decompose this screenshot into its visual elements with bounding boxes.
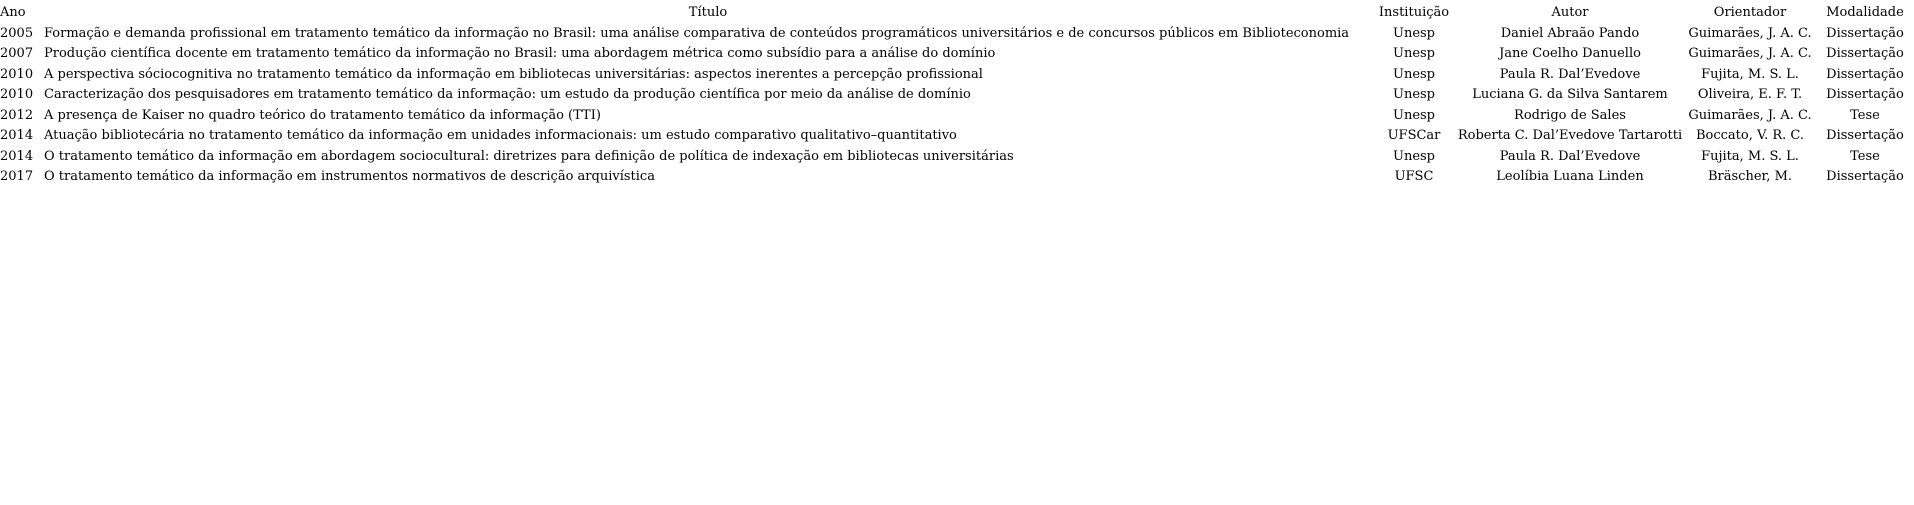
cell-titulo: Atuação bibliotecária no tratamento temático da informação em unidades informacionais: um estudo comparativo qualitativo–quantitativo xyxy=(44,128,957,143)
cell-orientador: Guimarães, J. A. C. xyxy=(1688,107,1812,123)
table-row xyxy=(0,44,1914,65)
column-header-autor: Autor xyxy=(1551,5,1589,20)
table-row xyxy=(0,85,1914,106)
cell-titulo: O tratamento temático da informação em abordagem sociocultural: diretrizes para definição de política de indexação em bibliotecas universitárias xyxy=(44,148,1014,164)
table-row xyxy=(0,106,1914,127)
cell-autor: Roberta C. Dal’Evedove Tartarotti xyxy=(1457,128,1683,143)
cell-instituicao: Unesp xyxy=(1392,148,1435,164)
column-header-orientador: Orientador xyxy=(1713,5,1787,20)
cell-modalidade: Dissertação xyxy=(1826,128,1904,143)
cell-titulo: Produção científica docente em tratamento temático da informação no Brasil: uma abordagem métrica como subsídio para a análise do domínio xyxy=(44,46,996,61)
cell-instituicao: UFSCar xyxy=(1387,128,1441,143)
cell-ano: 2010 xyxy=(0,66,34,82)
cell-modalidade: Tese xyxy=(1850,107,1880,123)
cell-ano: 2007 xyxy=(0,46,34,61)
cell-instituicao: Unesp xyxy=(1392,25,1435,41)
cell-instituicao: Unesp xyxy=(1392,46,1435,61)
cell-orientador: Oliveira, E. F. T. xyxy=(1697,87,1803,102)
cell-orientador: Fujita, M. S. L. xyxy=(1701,148,1799,164)
cell-instituicao: UFSC xyxy=(1394,169,1434,184)
cell-orientador: Fujita, M. S. L. xyxy=(1701,66,1799,82)
cell-ano: 2010 xyxy=(0,87,34,102)
cell-orientador: Boccato, V. R. C. xyxy=(1695,128,1805,143)
cell-titulo: O tratamento temático da informação em instrumentos normativos de descrição arquivística xyxy=(44,169,655,184)
table-header-row xyxy=(0,3,1914,24)
cell-titulo: Caracterização dos pesquisadores em tratamento temático da informação: um estudo da produção científica por meio da análise de domínio xyxy=(44,87,971,102)
cell-titulo: A perspectiva sóciocognitiva no tratamento temático da informação em bibliotecas universitárias: aspectos inerentes a percepção profissional xyxy=(44,66,983,82)
cell-autor: Luciana G. da Silva Santarem xyxy=(1472,87,1668,102)
cell-modalidade: Dissertação xyxy=(1826,87,1904,102)
cell-modalidade: Dissertação xyxy=(1826,25,1904,41)
cell-orientador: Bräscher, M. xyxy=(1707,169,1793,184)
cell-orientador: Guimarães, J. A. C. xyxy=(1688,46,1812,61)
cell-autor: Jane Coelho Danuello xyxy=(1499,46,1641,61)
cell-instituicao: Unesp xyxy=(1392,107,1435,123)
table-row xyxy=(0,167,1914,188)
cell-ano: 2014 xyxy=(0,148,34,164)
table-row xyxy=(0,65,1914,86)
cell-ano: 2012 xyxy=(0,107,34,123)
cell-modalidade: Tese xyxy=(1850,148,1880,164)
cell-ano: 2017 xyxy=(0,169,34,184)
works-table xyxy=(0,3,1914,188)
cell-autor: Paula R. Dal’Evedove xyxy=(1499,66,1641,82)
cell-titulo: Formação e demanda profissional em tratamento temático da informação no Brasil: uma análise comparativa de conteúdos programáticos universitários e de concursos públicos em Biblioteconomia xyxy=(44,25,1350,41)
cell-orientador: Guimarães, J. A. C. xyxy=(1688,25,1812,41)
cell-modalidade: Dissertação xyxy=(1826,66,1904,82)
works-table-container xyxy=(0,0,1914,188)
table-row xyxy=(0,126,1914,147)
column-header-instituicao: Instituição xyxy=(1378,5,1450,20)
cell-autor: Paula R. Dal’Evedove xyxy=(1499,148,1641,164)
cell-ano: 2014 xyxy=(0,128,34,143)
column-header-modalidade: Modalidade xyxy=(1826,5,1904,20)
cell-autor: Rodrigo de Sales xyxy=(1514,107,1626,123)
cell-ano: 2005 xyxy=(0,25,34,41)
table-row xyxy=(0,24,1914,45)
cell-modalidade: Dissertação xyxy=(1826,46,1904,61)
cell-autor: Daniel Abraão Pando xyxy=(1500,25,1640,41)
cell-instituicao: Unesp xyxy=(1392,66,1435,82)
cell-instituicao: Unesp xyxy=(1392,87,1435,102)
column-header-ano: Ano xyxy=(0,5,26,20)
cell-modalidade: Dissertação xyxy=(1826,169,1904,184)
cell-titulo: A presença de Kaiser no quadro teórico do tratamento temático da informação (TTI) xyxy=(44,107,601,123)
cell-autor: Leolíbia Luana Linden xyxy=(1496,169,1644,184)
column-header-titulo: Título xyxy=(688,5,728,20)
table-row xyxy=(0,147,1914,168)
